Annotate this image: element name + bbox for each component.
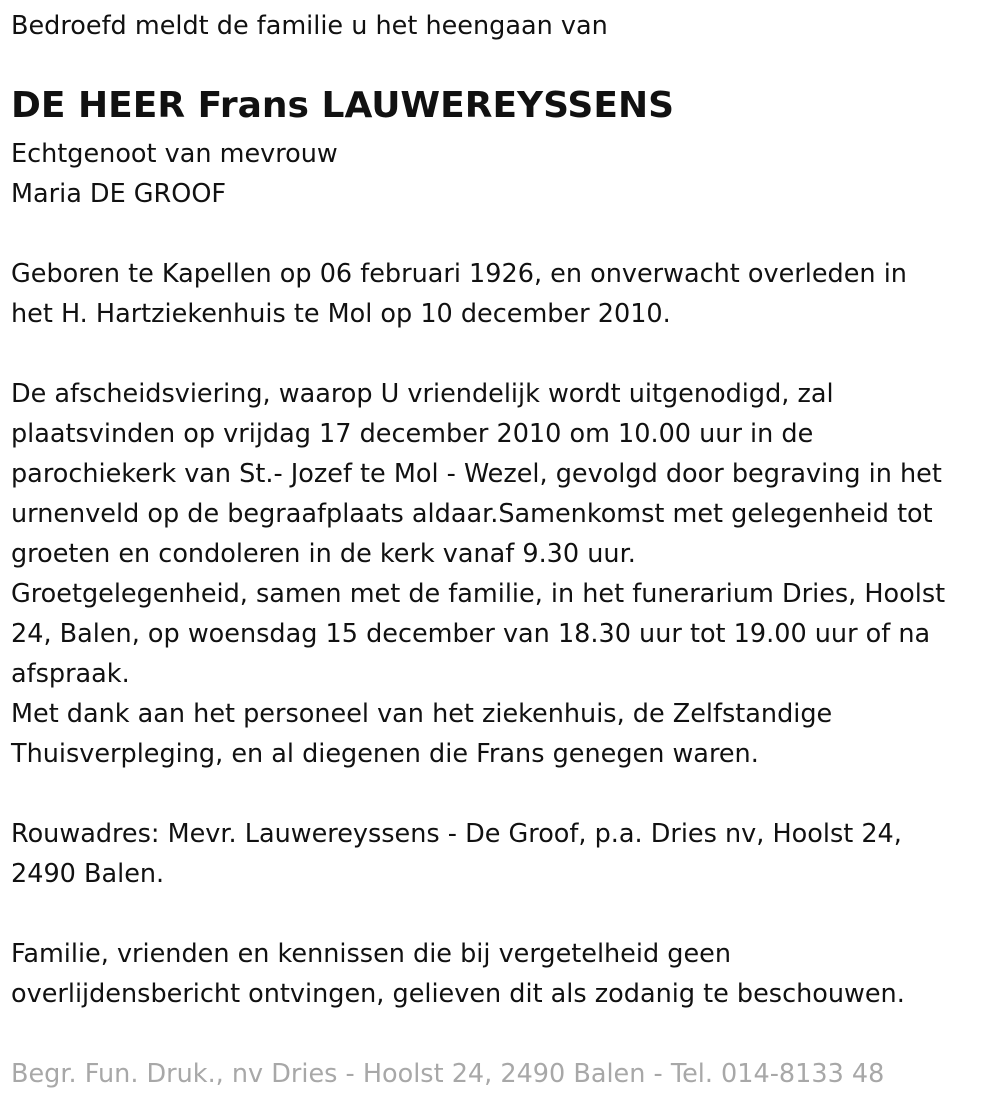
paragraph-line: groeten en condoleren in de kerk vanaf 9.30 uur.	[11, 539, 636, 569]
deceased-name: DE HEER Frans LAUWEREYSSENS	[11, 85, 674, 126]
paragraph-line: 24, Balen, op woensdag 15 december van 18.30 uur tot 19.00 uur of na	[11, 619, 931, 649]
paragraph-line: 2490 Balen.	[11, 859, 165, 889]
paragraph-line: Groetgelegenheid, samen met de familie, in het funerarium Dries, Hoolst	[11, 579, 946, 609]
birth-death-paragraph	[11, 254, 907, 334]
paragraph-line: afspraak.	[11, 659, 130, 689]
mourning-address	[11, 814, 902, 894]
funeral-paragraph	[11, 374, 945, 774]
paragraph-line: urnenveld op de begraafplaats aldaar.Samenkomst met gelegenheid tot	[11, 499, 933, 529]
paragraph-line: het H. Hartziekenhuis te Mol op 10 december 2010.	[11, 299, 671, 329]
paragraph-line: parochiekerk van St.- Jozef te Mol - Wezel, gevolgd door begraving in het	[11, 459, 942, 489]
family-paragraph	[11, 934, 905, 1014]
printer-footer: Begr. Fun. Druk., nv Dries - Hoolst 24, 2490 Balen - Tel. 014-8133 48	[11, 1059, 885, 1089]
paragraph-line: Thuisverpleging, en al diegenen die Frans genegen waren.	[11, 739, 759, 769]
paragraph-line: Met dank aan het personeel van het ziekenhuis, de Zelfstandige	[11, 699, 833, 729]
spouse-block	[11, 134, 338, 214]
paragraph-line: Geboren te Kapellen op 06 februari 1926, en onverwacht overleden in	[11, 259, 907, 289]
paragraph-line: overlijdensbericht ontvingen, gelieven dit als zodanig te beschouwen.	[11, 979, 905, 1009]
paragraph-line: Familie, vrienden en kennissen die bij vergetelheid geen	[11, 939, 731, 969]
spouse-line: Echtgenoot van mevrouw	[11, 139, 338, 169]
paragraph-line: De afscheidsviering, waarop U vriendelijk wordt uitgenodigd, zal	[11, 379, 834, 409]
intro-text: Bedroefd meldt de familie u het heengaan van	[11, 11, 608, 41]
paragraph-line: plaatsvinden op vrijdag 17 december 2010 om 10.00 uur in de	[11, 419, 814, 449]
spouse-line: Maria DE GROOF	[11, 179, 227, 209]
paragraph-line: Rouwadres: Mevr. Lauwereyssens - De Groof, p.a. Dries nv, Hoolst 24,	[11, 819, 902, 849]
